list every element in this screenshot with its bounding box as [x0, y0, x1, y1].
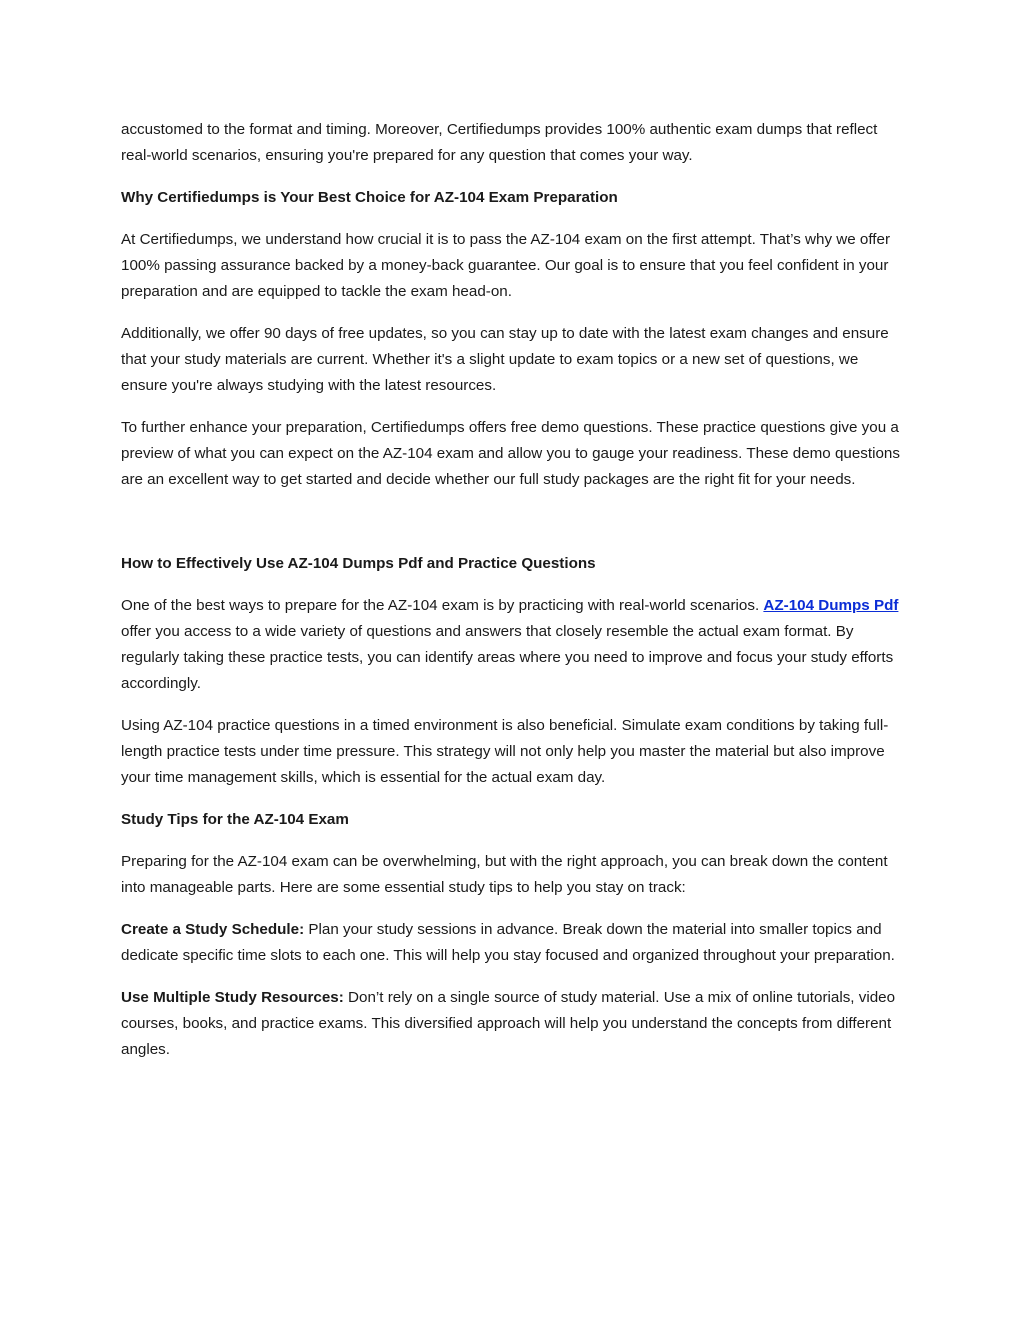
- tip-multiple-resources: [121, 985, 906, 1063]
- document-body: [121, 117, 906, 1079]
- tip-study-schedule: [121, 917, 906, 969]
- why-paragraph-1: At Certifiedumps, we understand how crucial it is to pass the AZ-104 exam on the first attempt. That’s why we offer 100% passing assurance backed by a money-back guarantee. Our goal is to ensure that you feel confident in your preparation and are equipped to tackle the exam head-on.: [121, 231, 891, 300]
- how-paragraph-1: [121, 593, 906, 697]
- why-paragraph-3: To further enhance your preparation, Certifiedumps offers free demo questions. These practice questions give you a preview of what you can expect on the AZ-104 exam and allow you to gauge your readiness. These demo questions are an excellent way to get started and decide whether our full study packages are the right fit for your needs.: [121, 419, 900, 488]
- tips-paragraph-intro: Preparing for the AZ-104 exam can be overwhelming, but with the right approach, you can break down the content into manageable parts. Here are some essential study tips to help you stay on track:: [121, 853, 888, 896]
- heading-why-certifiedumps: Why Certifiedumps is Your Best Choice for AZ-104 Exam Preparation: [121, 189, 618, 206]
- how-paragraph-1-lead: One of the best ways to prepare for the AZ-104 exam is by practicing with real-world scenarios.: [121, 597, 764, 614]
- how-paragraph-1-rest: offer you access to a wide variety of questions and answers that closely resemble the actual exam format. By regularly taking these practice tests, you can identify areas where you need to improve and focus your study efforts accordingly.: [121, 623, 894, 692]
- intro-paragraph: accustomed to the format and timing. Moreover, Certifiedumps provides 100% authentic exam dumps that reflect real-world scenarios, ensuring you're prepared for any question that comes your way.: [121, 121, 878, 164]
- az104-dumps-pdf-link[interactable]: AZ-104 Dumps Pdf: [763, 597, 899, 614]
- tip-study-schedule-text: Plan your study sessions in advance. Break down the material into smaller topics and dedicate specific time slots to each one. This will help you stay focused and organized throughout your preparation.: [121, 921, 895, 964]
- heading-how-to-use: How to Effectively Use AZ-104 Dumps Pdf and Practice Questions: [121, 555, 596, 572]
- section-spacer: [121, 509, 906, 551]
- how-paragraph-2: Using AZ-104 practice questions in a timed environment is also beneficial. Simulate exam conditions by taking full-length practice tests under time pressure. This strategy will not only help you master the material but also improve your time management skills, which is essential for the actual exam day.: [121, 717, 889, 786]
- heading-study-tips: Study Tips for the AZ-104 Exam: [121, 811, 349, 828]
- tip-multiple-resources-text: Don’t rely on a single source of study material. Use a mix of online tutorials, video courses, books, and practice exams. This diversified approach will help you understand the concepts from different angles.: [121, 989, 896, 1058]
- tip-study-schedule-label: Create a Study Schedule:: [121, 921, 305, 938]
- tip-multiple-resources-label: Use Multiple Study Resources:: [121, 989, 344, 1006]
- why-paragraph-2: Additionally, we offer 90 days of free updates, so you can stay up to date with the latest exam changes and ensure that your study materials are current. Whether it's a slight update to exam topics or a new set of questions, we ensure you're always studying with the latest resources.: [121, 325, 889, 394]
